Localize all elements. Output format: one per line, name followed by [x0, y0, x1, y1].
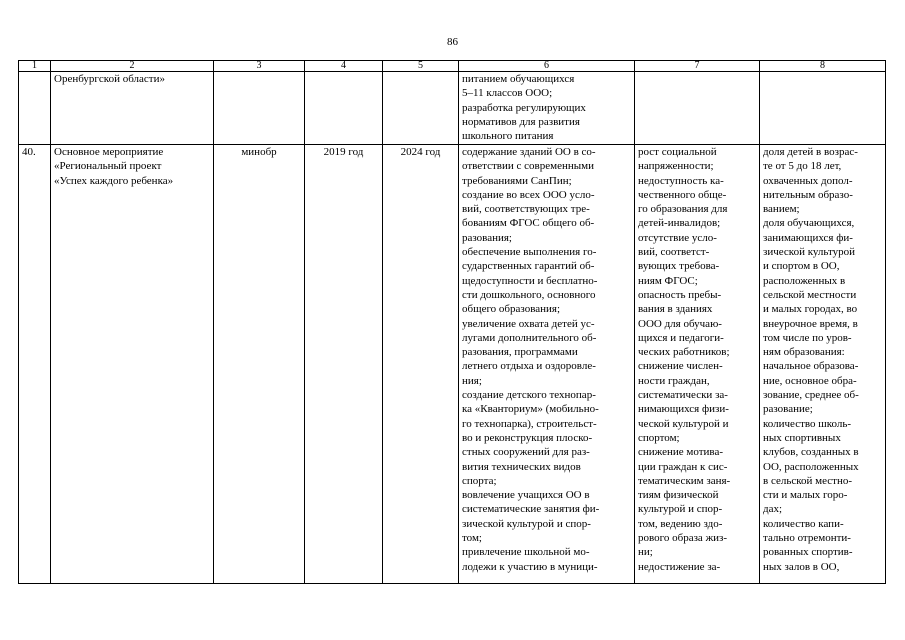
text-line: ни;: [638, 546, 653, 559]
text-line: щихся и педагоги-: [638, 331, 724, 344]
end-year-cell: 2024 год: [383, 145, 459, 584]
text-line: ответствии с современными: [462, 160, 594, 173]
col-header-8: 8: [760, 61, 886, 72]
row-number-cell: 40.: [19, 145, 51, 584]
text-line: спортом;: [638, 431, 680, 444]
text-line: сударственных гарантий об-: [462, 260, 595, 273]
text-line: расположенных в: [763, 274, 846, 287]
text-line: обеспечение выполнения го-: [462, 246, 597, 259]
text-line: го технопарка), строительст-: [462, 417, 597, 430]
text-line: щедоступности и бесплатно-: [462, 274, 598, 287]
text-line: рост социальной: [638, 146, 717, 158]
text-line: тально отремонти-: [763, 532, 851, 545]
text-line: опасность пребы-: [638, 288, 722, 301]
text-line: ных залов в ОО,: [763, 560, 840, 573]
text-line: «Региональный проект: [54, 160, 162, 173]
text-line: ности граждан,: [638, 374, 710, 387]
text-line: нормативов для развития: [462, 115, 580, 128]
col-header-4: 4: [305, 61, 383, 72]
text-line: нимающихся физи-: [638, 403, 729, 416]
text-line: ням образования:: [763, 346, 845, 359]
start-year-cell: [305, 72, 383, 145]
text-line: Основное мероприятие: [54, 146, 164, 158]
text-line: разования;: [462, 231, 512, 244]
text-line: вий, соответст-: [638, 246, 710, 259]
text-line: требованиями СанПин;: [462, 174, 572, 187]
text-line: создание детского технопар-: [462, 389, 596, 402]
end-year-cell: [383, 72, 459, 145]
start-year-cell: 2019 год: [305, 145, 383, 584]
text-line: лугами дополнительного об-: [462, 331, 597, 344]
text-line: содержание зданий ОО в со-: [462, 146, 596, 158]
text-line: снижение мотива-: [638, 446, 724, 459]
table-row: [19, 72, 886, 145]
text-line: 5–11 классов ООО;: [462, 87, 553, 100]
indicators-cell: [760, 72, 886, 145]
text-line: систематически за-: [638, 389, 728, 402]
text-line: доля детей в возрас-: [763, 146, 858, 158]
column-number-row: [19, 61, 886, 72]
text-line: Оренбургской области»: [54, 73, 165, 85]
text-line: напряженности;: [638, 160, 714, 173]
text-line: и малых городах, во: [763, 303, 858, 316]
text-line: вания в зданиях: [638, 303, 713, 316]
text-line: систематические занятия фи-: [462, 503, 600, 516]
col-header-7: 7: [635, 61, 760, 72]
text-line: ных спортивных: [763, 431, 841, 444]
text-line: том числе по уров-: [763, 331, 852, 344]
text-line: дах;: [763, 503, 783, 516]
text-line: летнего отдыха и оздоровле-: [462, 360, 596, 373]
text-line: недостижение за-: [638, 560, 721, 573]
text-line: общего образования;: [462, 303, 561, 316]
text-line: доля обучающихся,: [763, 217, 855, 230]
text-line: во и реконструкция плоско-: [462, 431, 593, 444]
text-line: недоступность ка-: [638, 174, 724, 187]
text-line: вития технических видов: [462, 460, 581, 473]
text-line: зование, среднее об-: [763, 389, 859, 402]
text-line: увеличение охвата детей ус-: [462, 317, 595, 330]
text-line: ние, основное обра-: [763, 374, 857, 387]
text-line: в сельской местно-: [763, 474, 853, 487]
row-number-cell: [19, 72, 51, 145]
expected-results-cell: [459, 145, 635, 584]
col-header-2: 2: [51, 61, 214, 72]
event-name-cell: [51, 145, 214, 584]
text-line: сти дошкольного, основного: [462, 288, 596, 301]
text-line: привлечение школьной мо-: [462, 546, 590, 559]
text-line: ции граждан к сис-: [638, 460, 728, 473]
text-line: те от 5 до 18 лет,: [763, 160, 842, 173]
text-line: отсутствие усло-: [638, 231, 717, 244]
text-line: тиям физической: [638, 489, 719, 502]
text-line: культурой и спор-: [638, 503, 723, 516]
text-line: количество школь-: [763, 417, 852, 430]
text-line: вовлечение учащихся ОО в: [462, 489, 590, 502]
text-line: питанием обучающихся: [462, 73, 575, 85]
text-line: тематическим заня-: [638, 474, 731, 487]
consequences-cell: [635, 72, 760, 145]
text-line: спорта;: [462, 474, 497, 487]
text-line: вий, соответствующих тре-: [462, 203, 590, 216]
executor-cell: минобр: [214, 145, 305, 584]
text-line: ванием;: [763, 203, 800, 216]
text-line: снижение числен-: [638, 360, 723, 373]
text-line: «Успех каждого ребенка»: [54, 174, 174, 187]
text-line: разработка регулирующих: [462, 101, 586, 114]
text-line: чественного обще-: [638, 188, 727, 201]
text-line: ческих работников;: [638, 346, 730, 359]
text-line: охваченных допол-: [763, 174, 853, 187]
col-header-3: 3: [214, 61, 305, 72]
text-line: количество капи-: [763, 517, 844, 530]
text-line: начальное образова-: [763, 360, 859, 373]
expected-results-cell: [459, 72, 635, 145]
col-header-1: 1: [19, 61, 51, 72]
text-line: вующих требова-: [638, 260, 720, 273]
text-line: детей-инвалидов;: [638, 217, 721, 230]
text-line: ниям ФГОС;: [638, 274, 698, 287]
text-line: клубов, созданных в: [763, 446, 859, 459]
text-line: го образования для: [638, 203, 728, 216]
text-line: и спортом в ОО,: [763, 260, 840, 273]
text-line: том, ведению здо-: [638, 517, 723, 530]
text-line: создание во всех ООО усло-: [462, 188, 595, 201]
text-line: сельской местности: [763, 288, 857, 301]
text-line: нительным образо-: [763, 188, 853, 201]
col-header-6: 6: [459, 61, 635, 72]
text-line: разование;: [763, 403, 813, 416]
consequences-cell: [635, 145, 760, 584]
document-table: [18, 60, 886, 584]
table-row: [19, 145, 886, 584]
text-line: ческой культурой и: [638, 417, 729, 430]
text-line: ООО для обучаю-: [638, 317, 722, 330]
text-line: бованиям ФГОС общего об-: [462, 217, 595, 230]
text-line: рового образа жиз-: [638, 532, 728, 545]
page-number: 86: [447, 36, 458, 48]
text-line: ОО, расположенных: [763, 460, 859, 473]
text-line: разования, программами: [462, 346, 578, 359]
executor-cell: [214, 72, 305, 145]
text-line: зической культурой: [763, 246, 856, 259]
text-line: сти и малых горо-: [763, 489, 848, 502]
text-line: стных сооружений для раз-: [462, 446, 590, 459]
col-header-5: 5: [383, 61, 459, 72]
event-name-cell: [51, 72, 214, 145]
text-line: занимающихся фи-: [763, 231, 853, 244]
text-line: внеурочное время, в: [763, 317, 858, 330]
text-line: зической культурой и спор-: [462, 517, 591, 530]
text-line: школьного питания: [462, 130, 554, 143]
text-line: ка «Кванториум» (мобильно-: [462, 403, 599, 416]
text-line: том;: [462, 532, 482, 545]
indicators-cell: [760, 145, 886, 584]
text-line: ния;: [462, 374, 482, 387]
text-line: лодежи к участию в муници-: [462, 560, 598, 573]
text-line: рованных спортив-: [763, 546, 853, 559]
